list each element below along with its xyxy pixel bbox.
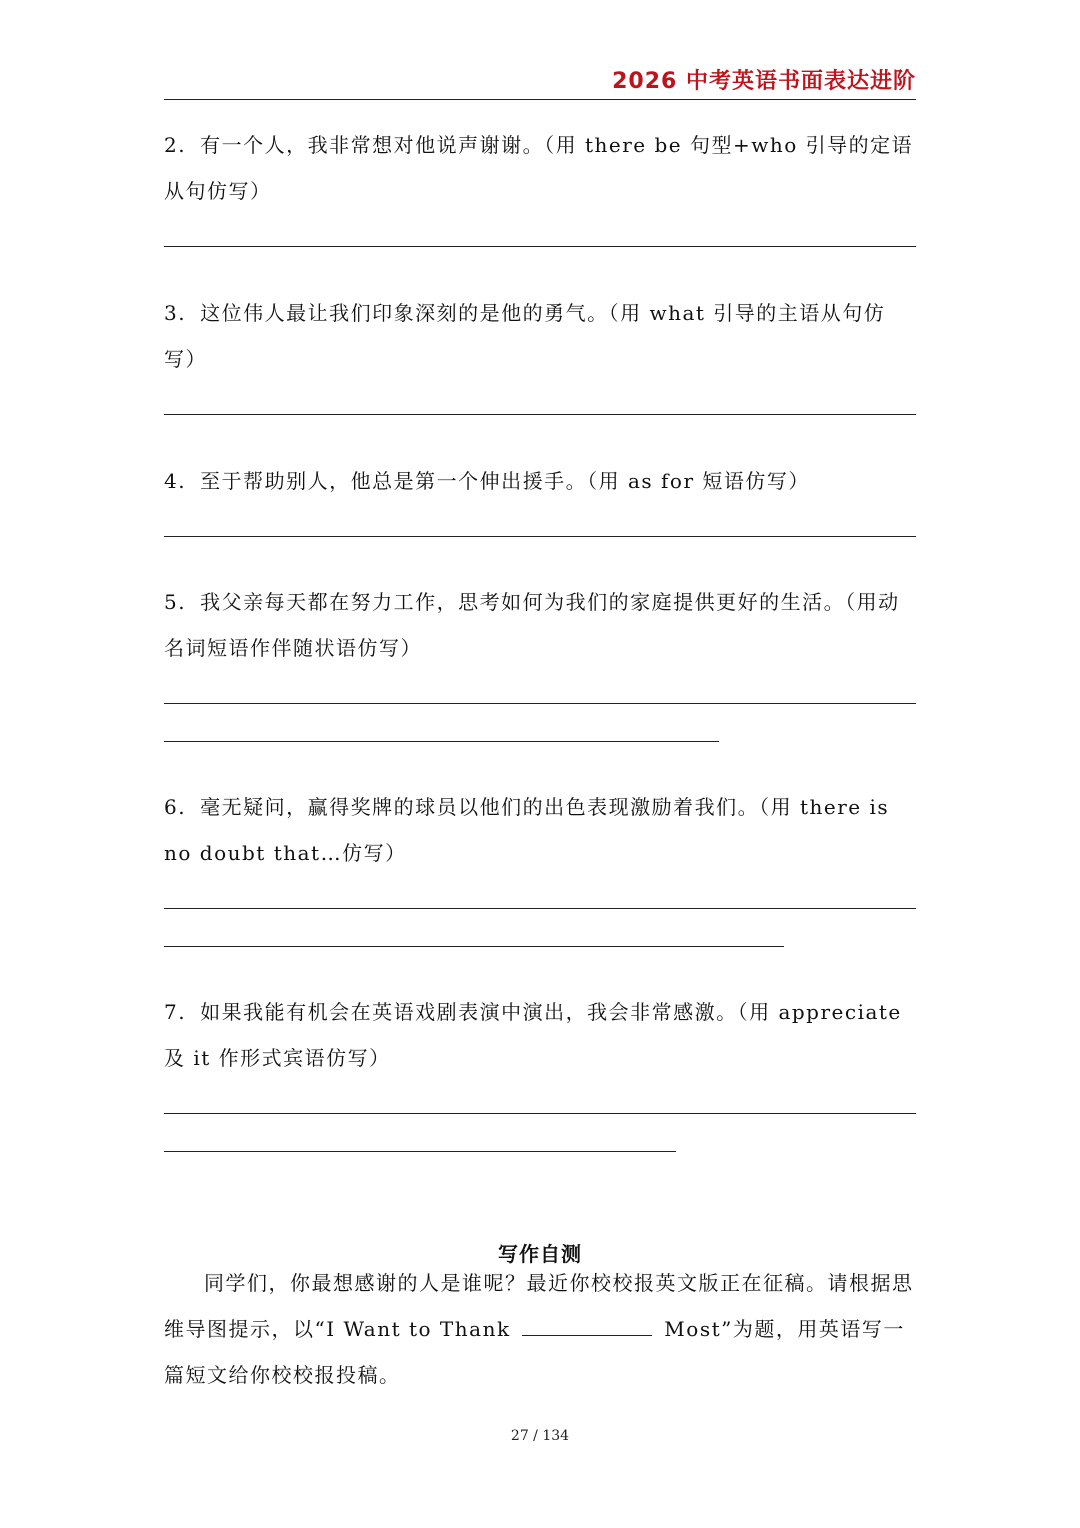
- answer-line[interactable]: [164, 908, 916, 909]
- question-7: [164, 989, 916, 1081]
- title-blank[interactable]: [522, 1315, 652, 1336]
- question-3: [164, 290, 916, 382]
- question-number: 4.: [164, 469, 187, 493]
- question-number: 3.: [164, 301, 187, 325]
- question-6: [164, 784, 916, 876]
- answer-line[interactable]: [164, 536, 916, 537]
- document-header-title: 2026 中考英语书面表达进阶: [612, 69, 916, 94]
- writing-prompt: [164, 1260, 916, 1398]
- answer-line[interactable]: [164, 946, 784, 947]
- prompt-text-start: 同学们，你最想感谢的人是谁呢？最近你校校报英文版正在征稿。请根据思维导图提示，以“I Want to Thank: [164, 1271, 914, 1341]
- prompt-text-end: Most”为题，用英语写一篇短文给你校校报投稿。: [164, 1317, 905, 1387]
- question-text: 至于帮助别人，他总是第一个伸出援手。（用 as for 短语仿写）: [200, 469, 810, 493]
- question-number: 2.: [164, 133, 187, 157]
- answer-line[interactable]: [164, 741, 719, 742]
- question-2: [164, 122, 916, 214]
- question-text: 如果我能有机会在英语戏剧表演中演出，我会非常感激。（用 appreciate 及 it 作形式宾语仿写）: [164, 1000, 902, 1070]
- answer-line[interactable]: [164, 246, 916, 247]
- question-number: 5.: [164, 590, 187, 614]
- question-4: [164, 458, 916, 504]
- answer-line[interactable]: [164, 703, 916, 704]
- section-title: 写作自测: [498, 1242, 582, 1266]
- question-text: 这位伟人最让我们印象深刻的是他的勇气。（用 what 引导的主语从句仿写）: [164, 301, 886, 371]
- question-number: 7.: [164, 1000, 187, 1024]
- answer-line[interactable]: [164, 1113, 916, 1114]
- question-5: [164, 579, 916, 671]
- question-text: 我父亲每天都在努力工作，思考如何为我们的家庭提供更好的生活。（用动名词短语作伴随状语仿写）: [164, 590, 900, 660]
- question-text: 有一个人，我非常想对他说声谢谢。（用 there be 句型+who 引导的定语从句仿写）: [164, 133, 914, 203]
- question-text: 毫无疑问，赢得奖牌的球员以他们的出色表现激励着我们。（用 there is no doubt that…仿写）: [164, 795, 890, 865]
- page-number: 27 / 134: [510, 1428, 570, 1444]
- answer-line[interactable]: [164, 414, 916, 415]
- header-divider: [164, 99, 916, 100]
- question-number: 6.: [164, 795, 187, 819]
- answer-line[interactable]: [164, 1151, 676, 1152]
